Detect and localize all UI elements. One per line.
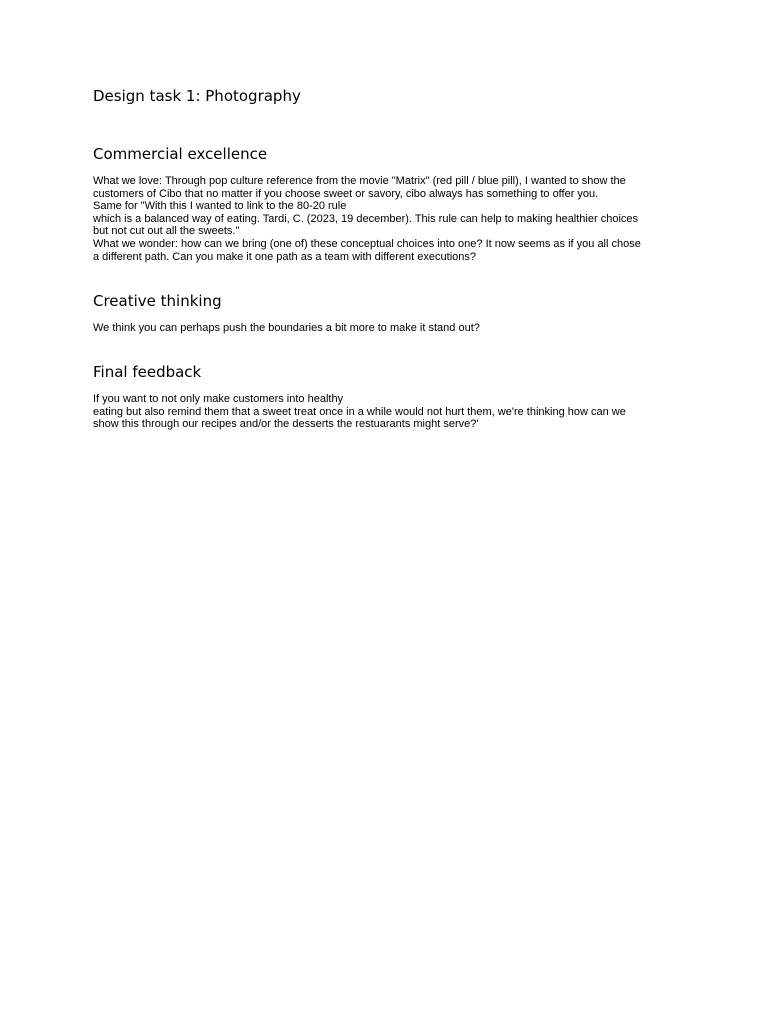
section-heading-creative-thinking: Creative thinking	[93, 292, 222, 310]
paragraph-line: show this through our recipes and/or the desserts the restuarants might serve?'	[93, 418, 479, 431]
paragraph-line: What we love: Through pop culture reference from the movie "Matrix" (red pill / blue pill), I wanted to show the	[93, 175, 626, 187]
paragraph-line: Same for "With this I wanted to link to the 80-20 rule	[93, 200, 347, 213]
paragraph-line: which is a balanced way of eating. Tardi, C. (2023, 19 december). This rule can help to making healthier choices	[93, 212, 639, 225]
section-heading-commercial-excellence: Commercial excellence	[93, 145, 268, 163]
paragraph-line: What we wonder: how can we bring (one of) these conceptual choices into one? It now seems as if you all chose	[93, 237, 641, 250]
document-title: Design task 1: Photography	[93, 87, 301, 105]
paragraph-line: We think you can perhaps push the boundaries a bit more to make it stand out?	[93, 322, 480, 334]
section-body-commercial-excellence	[93, 175, 683, 263]
paragraph-line: a different path. Can you make it one path as a team with different executions?	[93, 250, 476, 263]
paragraph-line: If you want to not only make customers into healthy	[93, 393, 344, 405]
paragraph-line: customers of Cibo that no matter if you choose sweet or savory, cibo always has something to offer you.	[93, 187, 599, 200]
section-body-creative-thinking	[93, 322, 683, 335]
section-heading-final-feedback: Final feedback	[93, 363, 202, 381]
paragraph-line: eating but also remind them that a sweet treat once in a while would not hurt them, we're thinking how can we	[93, 405, 626, 418]
paragraph-line: but not cut out all the sweets."	[93, 225, 240, 238]
section-body-final-feedback	[93, 393, 683, 431]
